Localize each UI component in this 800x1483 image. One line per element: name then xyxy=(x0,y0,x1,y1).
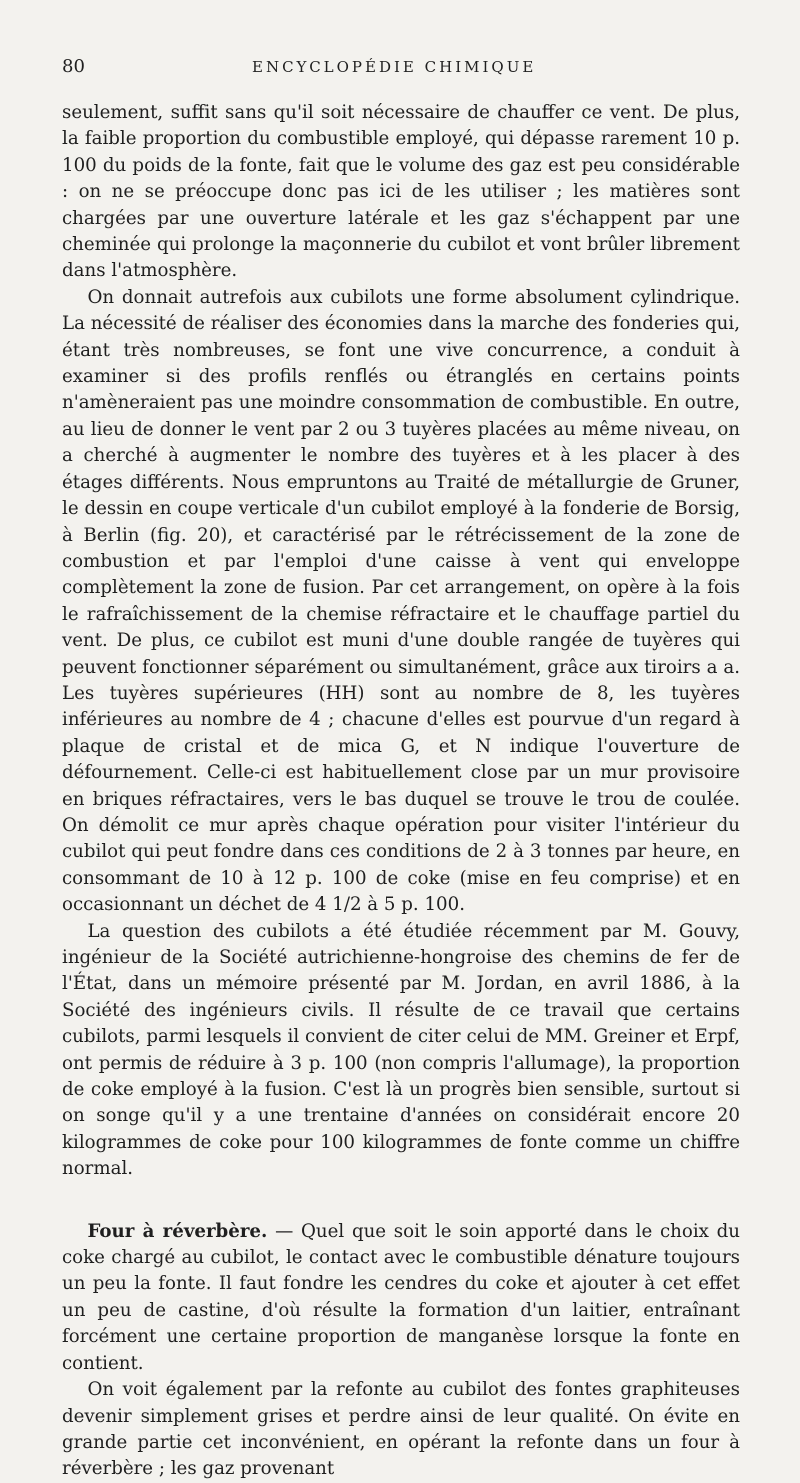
paragraph: seulement, suffit sans qu'il soit nécessaire de chauffer ce vent. De plus, la faible proportion du combustible employé, qui dépasse rarement 10 p. 100 du poids de la fonte, fait que le volume des gaz est peu considérable : on ne se préoccupe donc pas ici de les utiliser ; les matières sont chargées par une ouverture latérale et les gaz s'échappent par une cheminée qui prolonge la maçonnerie du cubilot et vont brûler librement dans l'atmosphère. xyxy=(62,102,740,282)
body-text xyxy=(62,100,740,1483)
section-heading: Four à réverbère. xyxy=(87,1220,268,1242)
page-number: 80 xyxy=(62,56,85,77)
section-lead-text: — Quel que soit le soin apporté dans le choix du coke chargé au cubilot, le contact avec le combustible dénature toujours un peu la fonte. Il faut fondre les cendres du coke et ajouter à cet effet un peu de castine, d'où résulte la formation d'un laitier, entraînant forcément une certaine proportion de manganèse lorsque la fonte en contient. xyxy=(62,1220,740,1374)
paragraph: On donnait autrefois aux cubilots une forme absolument cylindrique. La nécessité de réaliser des économies dans la marche des fonderies qui, étant très nombreuses, se font une vive concurrence, a conduit à examiner si des profils renflés ou étranglés en certains points n'amèneraient pas une moindre consommation de combustible. En outre, au lieu de donner le vent par 2 ou 3 tuyères placées au même niveau, on a cherché à augmenter le nombre des tuyères et à les placer à des étages différents. Nous empruntons au Traité de métallurgie de Gruner, le dessin en coupe verticale d'un cubilot employé à la fonderie de Borsig, à Berlin (fig. 20), et caractérisé par le rétrécissement de la zone de combustion et par l'emploi d'une caisse à vent qui enveloppe complètement la zone de fusion. Par cet arrangement, on opère à la fois le rafraîchissement de la chemise réfractaire et le chauffage partiel du vent. De plus, ce cubilot est muni d'une double rangée de tuyères qui peuvent fonctionner séparément ou simultanément, grâce aux tiroirs a a. Les tuyères supérieures (HH) sont au nombre de 8, les tuyères inférieures au nombre de 4 ; chacune d'elles est pourvue d'un regard à plaque de cristal et de mica G, et N indique l'ouverture de défournement. Celle-ci est habituellement close par un mur provisoire en briques réfractaires, vers le bas duquel se trouve le trou de coulée. On démolit ce mur après chaque opération pour visiter l'intérieur du cubilot qui peut fondre dans ces conditions de 2 à 3 tonnes par heure, en consommant de 10 à 12 p. 100 de coke (mise en feu comprise) et en occasionnant un déchet de 4 1/2 à 5 p. 100. xyxy=(62,286,740,916)
running-title: ENCYCLOPÉDIE CHIMIQUE xyxy=(252,58,537,76)
paragraph: La question des cubilots a été étudiée récemment par M. Gouvy, ingénieur de la Société autrichienne-hongroise des chemins de fer de l'État, dans un mémoire présenté par M. Jordan, en avril 1886, à la Société des ingénieurs civils. Il résulte de ce travail que certains cubilots, parmi lesquels il convient de citer celui de MM. Greiner et Erpf, ont permis de réduire à 3 p. 100 (non compris l'allumage), la proportion de coke employé à la fusion. C'est là un progrès bien sensible, surtout si on songe qu'il y a une trentaine d'années on considérait encore 20 kilogrammes de coke pour 100 kilogrammes de fonte comme un chiffre normal. xyxy=(62,920,740,1180)
paragraph: On voit également par la refonte au cubilot des fontes graphiteuses devenir simplement grises et perdre ainsi de leur qualité. On évite en grande partie cet inconvénient, en opérant la refonte dans un four à réverbère ; les gaz provenant xyxy=(62,1379,740,1480)
page-header xyxy=(62,56,740,86)
section-paragraph xyxy=(62,1219,740,1377)
